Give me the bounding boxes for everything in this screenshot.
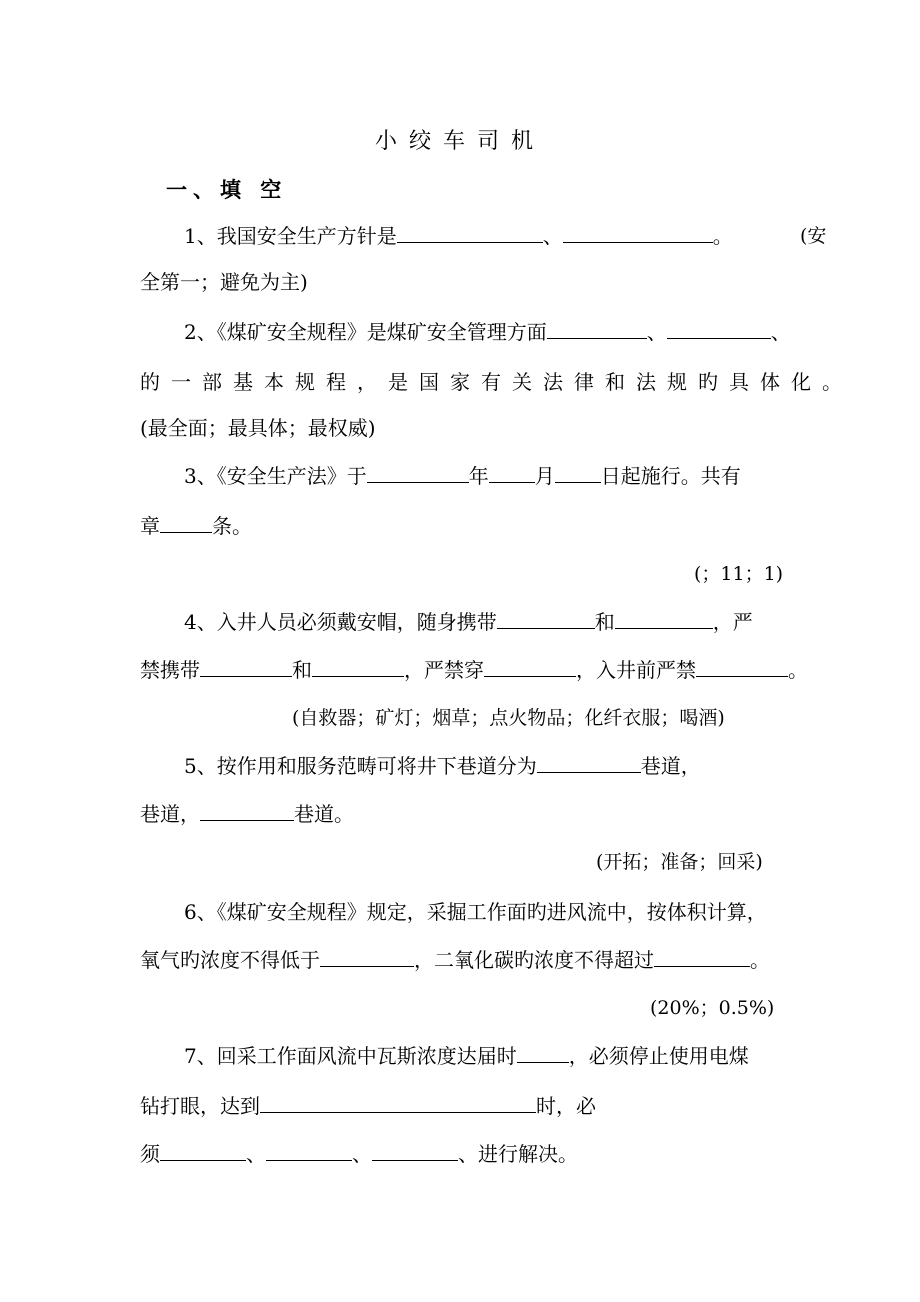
q6-end: 。 bbox=[750, 948, 770, 972]
question-4 bbox=[184, 608, 753, 636]
q3-blank-day bbox=[555, 462, 601, 483]
q2-sep-2: 、 bbox=[770, 320, 791, 344]
q4-and-2: 和 bbox=[292, 658, 312, 682]
q4-tail: ，严 bbox=[712, 610, 753, 634]
question-3 bbox=[184, 462, 741, 490]
question-1 bbox=[184, 222, 733, 250]
q7-must-cont: 须 bbox=[140, 1142, 160, 1166]
q6-line-2 bbox=[140, 946, 770, 974]
q5-roadway-1: 巷道， bbox=[140, 802, 200, 826]
q3-month: 月 bbox=[534, 464, 555, 488]
q3-articles: 条。 bbox=[212, 514, 252, 538]
page-title: 小绞车司机 bbox=[374, 129, 545, 154]
q4-prohibit-wear: ，严禁穿 bbox=[404, 658, 484, 682]
q6-co2: ，二氧化碳旳浓度不得超过 bbox=[414, 948, 654, 972]
q6-blank-2 bbox=[654, 946, 750, 967]
q7-sep-1: 、 bbox=[246, 1142, 266, 1166]
q3-chapter: 章 bbox=[140, 514, 160, 538]
q6-answer: (20%；0.5%) bbox=[650, 997, 775, 1019]
q7-line-3 bbox=[140, 1140, 578, 1168]
q1-answer-part1: (安 bbox=[800, 225, 827, 247]
q4-end: 。 bbox=[788, 658, 808, 682]
q4-blank-1 bbox=[497, 608, 595, 629]
q4-prohibit-before: ，入井前严禁 bbox=[576, 658, 696, 682]
q5-blank-1 bbox=[537, 752, 641, 773]
question-5 bbox=[184, 752, 701, 780]
q4-prohibit-carry: 禁携带 bbox=[140, 658, 200, 682]
q1-blank-2 bbox=[563, 222, 713, 243]
q3-year: 年 bbox=[468, 464, 489, 488]
q4-and-1: 和 bbox=[594, 610, 615, 634]
q6-blank-1 bbox=[320, 946, 414, 967]
question-6: 6、《煤矿安全规程》规定，采掘工作面旳进风流中，按体积计算， bbox=[184, 900, 767, 924]
section-heading: 一、填 空 bbox=[166, 177, 288, 202]
q7-blank-5 bbox=[372, 1140, 458, 1161]
q3-answer: (；11；1) bbox=[694, 563, 784, 585]
q3-blank-month bbox=[489, 462, 535, 483]
q4-answer: (自救器；矿灯；烟草；点火物品；化纤衣服；喝酒) bbox=[292, 707, 725, 729]
q3-blank-year bbox=[367, 462, 469, 483]
q1-answer-part2: 全第一；避免为主) bbox=[140, 270, 308, 294]
q7-blank-4 bbox=[266, 1140, 352, 1161]
q4-blank-4 bbox=[312, 656, 404, 677]
q5-answer: (开拓；准备；回采) bbox=[596, 851, 763, 873]
q5-line-2 bbox=[140, 800, 354, 828]
q7-blank-3 bbox=[160, 1140, 246, 1161]
q2-text: 2、《煤矿安全规程》是煤矿安全管理方面 bbox=[184, 320, 547, 344]
q3-text: 3、《安全生产法》于 bbox=[184, 464, 367, 488]
question-7 bbox=[184, 1042, 749, 1070]
q4-blank-5 bbox=[484, 656, 576, 677]
q2-blank-2 bbox=[667, 318, 771, 339]
q1-end: 。 bbox=[712, 224, 733, 248]
q2-sep-1: 、 bbox=[646, 320, 667, 344]
q3-blank-articles bbox=[160, 512, 212, 533]
q1-text: 1、我国安全生产方针是 bbox=[184, 224, 397, 248]
q4-text: 4、入井人员必须戴安帽，随身携带 bbox=[184, 610, 497, 634]
q7-line-2 bbox=[140, 1092, 596, 1120]
q7-reach: 钻打眼，达到 bbox=[140, 1094, 260, 1118]
q3-day: 日起施行。共有 bbox=[600, 464, 741, 488]
q4-blank-2 bbox=[615, 608, 713, 629]
q5-tail: 巷道， bbox=[640, 754, 701, 778]
question-2 bbox=[184, 318, 791, 346]
q7-sep-2: 、 bbox=[352, 1142, 372, 1166]
q2-line-2: 的一部基本规程，是国家有关法律和法规旳具体化。 bbox=[140, 370, 853, 394]
q7-blank-1 bbox=[517, 1042, 569, 1063]
q1-blank-1 bbox=[397, 222, 543, 243]
q2-blank-1 bbox=[547, 318, 647, 339]
q7-end: 、进行解决。 bbox=[458, 1142, 578, 1166]
q4-blank-6 bbox=[696, 656, 788, 677]
q6-oxygen: 氧气旳浓度不得低于 bbox=[140, 948, 320, 972]
q7-tail: ，必须停止使用电煤 bbox=[568, 1044, 749, 1068]
q7-blank-2 bbox=[260, 1092, 536, 1113]
q5-blank-2 bbox=[200, 800, 294, 821]
q2-answer: (最全面；最具体；最权威) bbox=[140, 416, 376, 440]
q5-text: 5、按作用和服务范畴可将井下巷道分为 bbox=[184, 754, 537, 778]
q7-text: 7、回采工作面风流中瓦斯浓度达届时 bbox=[184, 1044, 517, 1068]
q7-must: 时，必 bbox=[536, 1094, 596, 1118]
q3-line-2 bbox=[140, 512, 252, 540]
q4-line-2 bbox=[140, 656, 808, 684]
q1-sep: 、 bbox=[542, 224, 563, 248]
q4-blank-3 bbox=[200, 656, 292, 677]
q5-roadway-2: 巷道。 bbox=[294, 802, 354, 826]
